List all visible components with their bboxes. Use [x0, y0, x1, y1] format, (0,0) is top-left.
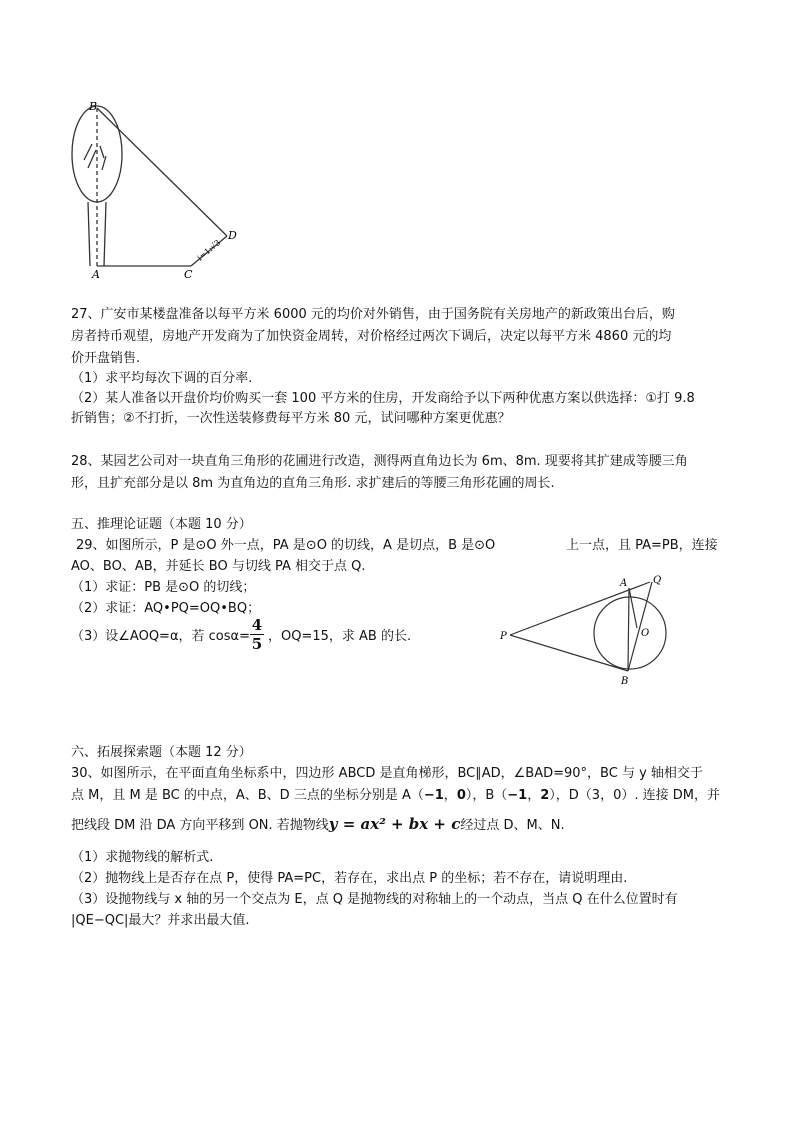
coord-a-x: −1	[423, 788, 444, 803]
label-A: A	[92, 268, 100, 280]
coord-a-y: 0	[456, 788, 466, 803]
tree-trunk-left	[88, 202, 90, 266]
q29-sub-1: （1）求证：PB 是⊙O 的切线；	[71, 580, 256, 595]
q27-sub-1: （1）求平均每次下调的百分率.	[71, 371, 253, 386]
coord-sep-2: ，	[527, 788, 541, 803]
q29-sub-3a: （3）设∠AOQ=α，若 cosα=	[71, 629, 250, 644]
label-B2: B	[621, 676, 629, 687]
q30-sub-2: （2）抛物线上是否存在点 P，使得 PA=PC，若存在，求出点 P 的坐标；若不存在，请说明理由.	[71, 871, 628, 886]
q30-line-2c: ），D（3，0）. 连接 DM，并	[549, 788, 720, 803]
q29-line-2: AO、BO、AB，并延长 BO 与切线 PA 相交于点 Q.	[71, 559, 366, 574]
q29-line-1b: 上一点，且 PA=PB，连接	[566, 538, 718, 553]
section-5-title: 五、推理论证题（本题 10 分）	[71, 517, 252, 532]
cos-fraction	[250, 616, 264, 653]
circle-tangent-figure	[496, 574, 676, 688]
q27-line-3: 价开盘销售.	[71, 351, 141, 366]
segment-BQ	[628, 582, 652, 671]
label-D: D	[228, 229, 237, 242]
tree-branches	[84, 144, 106, 170]
tree-slope-figure	[60, 98, 250, 280]
label-B: B	[89, 100, 98, 113]
circle-O	[594, 597, 666, 669]
coord-sep-1: ，	[443, 788, 457, 803]
segment-AB	[628, 588, 629, 671]
tangent-PB	[510, 635, 628, 671]
q27-line-1: 27、广安市某楼盘准备以每平方米 6000 元的均价对外销售，由于国务院有关房地产的新政策出台后，购	[71, 307, 675, 322]
tree-trunk-right	[104, 202, 106, 266]
label-A2: A	[620, 578, 628, 589]
slope-label: i=1:√3	[195, 238, 223, 263]
q30-sub-1: （1）求抛物线的解析式.	[71, 850, 214, 865]
q30-line-3	[71, 814, 565, 836]
q30-line-2b: ），B（	[465, 788, 508, 803]
q27-sub-2a: （2）某人准备以开盘价均价购买一套 100 平方米的住房，开发商给予以下两种优惠方案以供选择：①打 9.8	[71, 391, 695, 406]
q30-line-1: 30、如图所示，在平面直角坐标系中，四边形 ABCD 是直角梯形，BC∥AD，∠BAD=90°，BC 与 y 轴相交于	[71, 766, 703, 781]
label-Q: Q	[653, 575, 662, 586]
q27-sub-2b: 折销售；②不打折，一次性送装修费每平方米 80 元，试问哪种方案更优惠？	[71, 411, 511, 426]
fraction-numerator: 4	[251, 616, 263, 634]
section-6-title: 六、拓展探索题（本题 12 分）	[71, 745, 252, 760]
shadow-ray	[97, 108, 227, 236]
q30-line-3a: 把线段 DM 沿 DA 方向平移到 ON. 若抛物线	[71, 818, 329, 833]
label-O: O	[641, 628, 650, 639]
q29-line-1a: 29、如图所示，P 是⊙O 外一点，PA 是⊙O 的切线，A 是切点，B 是⊙O	[76, 538, 496, 553]
q30-sub-3b: |QE−QC|最大？并求出最大值.	[71, 913, 250, 928]
q30-line-2	[71, 786, 720, 806]
parabola-formula: y = ax² + bx + c	[328, 815, 461, 833]
q28-line-1: 28、某园艺公司对一块直角三角形的花圃进行改造，测得两直角边长为 6m、8m. 现要将其扩建成等腰三角	[71, 454, 688, 469]
segment-AO	[629, 588, 637, 628]
q29-sub-3b: ，OQ=15，求 AB 的长.	[268, 629, 412, 644]
label-C: C	[184, 268, 193, 280]
q28-line-2: 形，且扩充部分是以 8m 为直角边的直角三角形. 求扩建后的等腰三角形花圃的周长.	[71, 476, 555, 491]
label-P: P	[500, 631, 507, 642]
q29-sub-2: （2）求证：AQ•PQ=OQ•BQ；	[71, 601, 261, 616]
coord-b-x: −1	[507, 788, 528, 803]
q30-line-3b: 经过点 D、M、N.	[460, 818, 565, 833]
coord-b-y: 2	[540, 788, 550, 803]
q30-line-2a: 点 M，且 M 是 BC 的中点，A、B、D 三点的坐标分别是 A（	[71, 788, 424, 803]
q27-line-2: 房者持币观望，房地产开发商为了加快资金周转，对价格经过两次下调后，决定以每平方米 4860 元的均	[71, 329, 672, 344]
fraction-denominator: 5	[251, 635, 263, 653]
q30-sub-3a: （3）设抛物线与 x 轴的另一个交点为 E，点 Q 是抛物线的对称轴上的一个动点，当点 Q 在什么位置时有	[71, 892, 678, 907]
